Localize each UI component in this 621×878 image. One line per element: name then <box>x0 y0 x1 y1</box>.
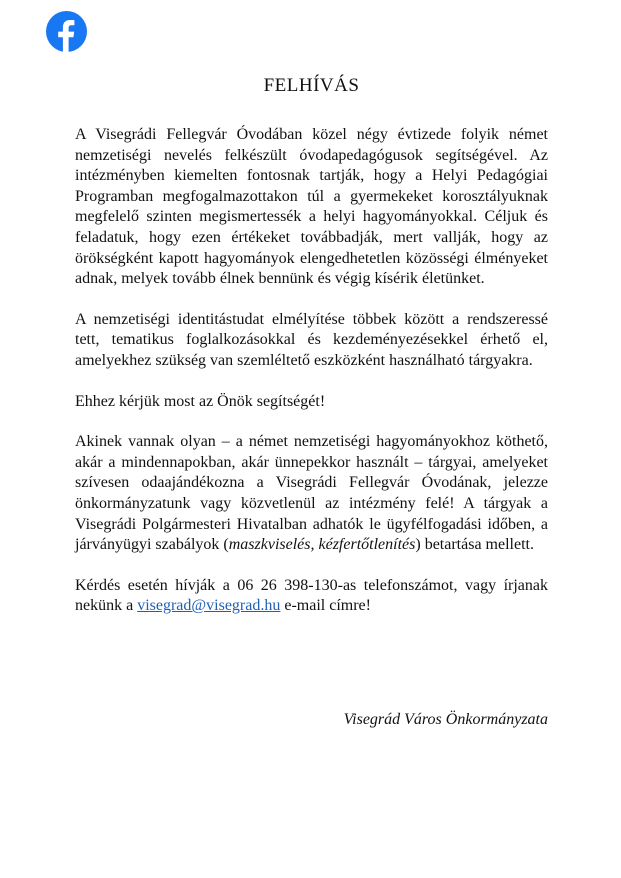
email-link[interactable]: visegrad@visegrad.hu <box>137 597 281 615</box>
contact-text-end: e-mail címre! <box>280 597 371 615</box>
document-body <box>75 74 548 637</box>
contact-text-start: Kérdés esetén hívják a 06 26 398-130-as telefonszámot, vagy írjanak nekünk a <box>75 576 548 615</box>
signature: Visegrád Város Önkormányzata <box>343 711 548 728</box>
donation-text-end: ) betartása mellett. <box>415 536 534 554</box>
hygiene-rules-text: maszkviselés, kézfertőtlenítés <box>228 536 416 554</box>
paragraph-donation <box>75 432 548 556</box>
document-title: FELHÍVÁS <box>263 75 360 96</box>
paragraph-identity: A nemzetiségi identitástudat elmélyítése többek között a rendszeressé tett, tematikus foglalkozásokkal és kezdeményezésekkel érhető el, amelyekhez szükség van szemléltető eszközként használható tárgyakra. <box>75 310 548 369</box>
paragraph-request: Ehhez kérjük most az Önök segítségét! <box>75 392 326 410</box>
paragraph-intro: A Visegrádi Fellegvár Óvodában közel négy évtizede folyik német nemzetiségi nevelés felkészült óvodapedagógusok segítségével. Az intézményben kiemelten fontosnak tartják, hogy a Helyi Pedagógiai Programban megfogalmazottakon túl a gyermekeket korosztályuknak megfelelő szinten megismertessék a helyi hagyományokkal. Céljuk és feladatuk, hogy ezen értékeket továbbadják, mert vallják, hogy az örökségként kapott hagyományok elengedhetetlen közösségi élményeket adnak, melyek tovább élnek bennünk és végig kísérik életünket. <box>75 126 548 288</box>
facebook-icon[interactable] <box>46 11 87 52</box>
donation-text-start: Akinek vannak olyan – a német nemzetiségi hagyományokhoz köthető, akár a mindennapokban, akár ünnepekkor használt – tárgyai, amelyeket szívesen odaajándékozna a Visegrádi Fellegvár Óvodának, jelezze önkormányzatunk vagy közvetlenül az intézmény felé! A tárgyak a Visegrádi Polgármesteri Hivatalban adhatók le ügyfélfogadási időben, a járványügyi szabályok ( <box>75 433 548 554</box>
paragraph-contact <box>75 576 548 617</box>
